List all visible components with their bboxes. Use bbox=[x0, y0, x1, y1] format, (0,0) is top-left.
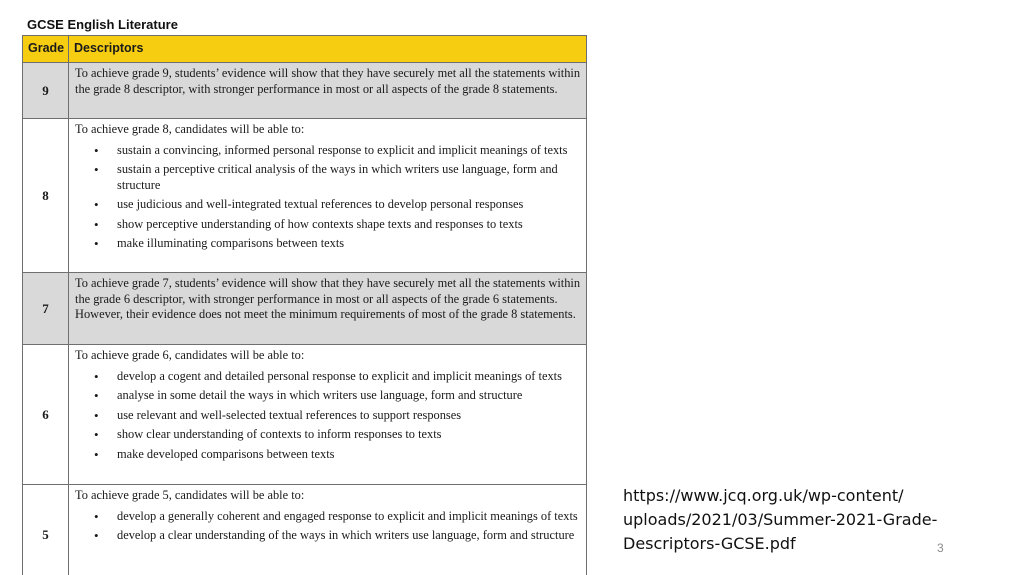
descriptor-bullet: • analyse in some detail the ways in which writers use language, form and structure bbox=[75, 388, 582, 404]
source-link-line: Descriptors-GCSE.pdf bbox=[623, 534, 796, 553]
grade-rows bbox=[23, 63, 587, 575]
grade-column-header: Grade bbox=[23, 36, 69, 63]
descriptor-bullet: • show perceptive understanding of how contexts shape texts and responses to texts bbox=[75, 217, 582, 233]
descriptor-cell bbox=[69, 273, 587, 345]
descriptor-bullet-list bbox=[75, 509, 582, 544]
descriptors-column-header: Descriptors bbox=[69, 36, 587, 63]
grade-row bbox=[23, 345, 587, 485]
page-number: 3 bbox=[937, 541, 944, 555]
descriptor-intro: To achieve grade 8, candidates will be able to: bbox=[75, 122, 305, 136]
descriptor-intro: To achieve grade 6, candidates will be able to: bbox=[75, 348, 305, 362]
grade-row bbox=[23, 63, 587, 119]
descriptor-bullet: • sustain a perceptive critical analysis of the ways in which writers use language, form and structure bbox=[75, 162, 582, 193]
descriptor-bullet: • develop a generally coherent and engaged response to explicit and implicit meanings of texts bbox=[75, 509, 582, 525]
descriptor-intro: To achieve grade 9, students’ evidence will show that they have securely met all the statements within the grade 8 descriptor, with stronger performance in most or all aspects of the grade 8 statements. bbox=[75, 66, 581, 96]
descriptor-intro: To achieve grade 5, candidates will be able to: bbox=[75, 488, 305, 502]
grade-value: 9 bbox=[23, 63, 69, 119]
grade-row bbox=[23, 273, 587, 345]
descriptor-bullet-list bbox=[75, 143, 582, 252]
grade-value: 7 bbox=[23, 273, 69, 345]
table-header-row bbox=[23, 36, 587, 63]
descriptor-bullet: • develop a cogent and detailed personal response to explicit and implicit meanings of texts bbox=[75, 369, 582, 385]
document-title: GCSE English Literature bbox=[27, 17, 178, 32]
descriptor-bullet: • sustain a convincing, informed personal response to explicit and implicit meanings of texts bbox=[75, 143, 582, 159]
descriptor-bullet: • develop a clear understanding of the ways in which writers use language, form and structure bbox=[75, 528, 582, 544]
descriptor-bullet: • make developed comparisons between texts bbox=[75, 447, 582, 463]
descriptor-cell bbox=[69, 345, 587, 485]
descriptor-bullet: • make illuminating comparisons between texts bbox=[75, 236, 582, 252]
source-link[interactable] bbox=[623, 484, 953, 556]
grade-descriptors-table bbox=[22, 35, 587, 575]
grade-value: 5 bbox=[23, 485, 69, 575]
descriptor-cell bbox=[69, 485, 587, 575]
grade-value: 8 bbox=[23, 119, 69, 273]
descriptor-bullet: • use relevant and well-selected textual references to support responses bbox=[75, 408, 582, 424]
source-link-line: https://www.jcq.org.uk/wp-content/ bbox=[623, 486, 904, 505]
descriptor-cell bbox=[69, 63, 587, 119]
grade-row bbox=[23, 485, 587, 575]
grade-row bbox=[23, 119, 587, 273]
descriptor-cell bbox=[69, 119, 587, 273]
grade-value: 6 bbox=[23, 345, 69, 485]
source-link-line: uploads/2021/03/Summer-2021-Grade- bbox=[623, 510, 938, 529]
descriptor-bullet: • show clear understanding of contexts to inform responses to texts bbox=[75, 427, 582, 443]
descriptor-bullet-list bbox=[75, 369, 582, 463]
descriptor-intro: To achieve grade 7, students’ evidence will show that they have securely met all the statements within the grade 6 descriptor, with stronger performance in most or all aspects of the grade 6 statements. However, their evidence does not meet the minimum requirements of most of the grade 8 statements. bbox=[75, 276, 581, 322]
descriptor-bullet: • use judicious and well-integrated textual references to develop personal responses bbox=[75, 197, 582, 213]
